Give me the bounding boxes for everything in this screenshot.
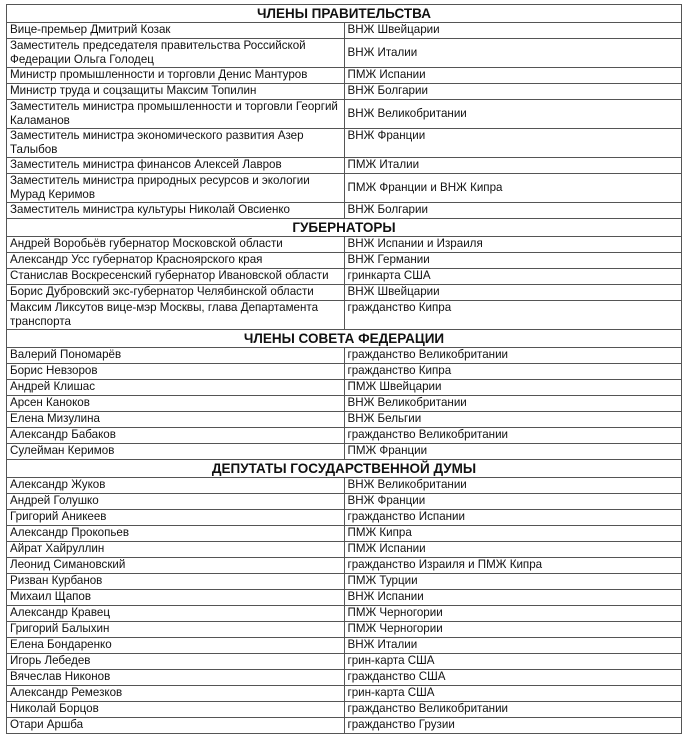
official-name-cell: Министр промышленности и торговли Денис Мантуров — [7, 68, 345, 84]
table-row — [7, 100, 682, 129]
table-row — [7, 686, 682, 702]
section-header — [7, 5, 682, 23]
table-row — [7, 574, 682, 590]
table-row — [7, 84, 682, 100]
table-body — [7, 5, 682, 734]
residency-status-cell: ПМЖ Испании — [344, 542, 682, 558]
section-title: ЧЛЕНЫ ПРАВИТЕЛЬСТВА — [7, 5, 682, 23]
residency-status-cell: ПМЖ Турции — [344, 574, 682, 590]
residency-status-cell: ВНЖ Великобритании — [344, 478, 682, 494]
official-name-cell: Александр Кравец — [7, 606, 345, 622]
section-header — [7, 460, 682, 478]
table-row — [7, 558, 682, 574]
table-row — [7, 622, 682, 638]
official-name-cell: Заместитель министра культуры Николай Овсиенко — [7, 203, 345, 219]
official-name-cell: Елена Мизулина — [7, 412, 345, 428]
table-row — [7, 269, 682, 285]
table-row — [7, 702, 682, 718]
residency-status-cell: гражданство Грузии — [344, 718, 682, 734]
residency-status-cell: ВНЖ Болгарии — [344, 84, 682, 100]
table-row — [7, 380, 682, 396]
residency-status-cell: ВНЖ Швейцарии — [344, 23, 682, 39]
official-name-cell: Александр Ремезков — [7, 686, 345, 702]
table-row — [7, 237, 682, 253]
official-name-cell: Заместитель министра финансов Алексей Лавров — [7, 158, 345, 174]
official-name-cell: Вячеслав Никонов — [7, 670, 345, 686]
table-row — [7, 203, 682, 219]
table-row — [7, 444, 682, 460]
section-title: ЧЛЕНЫ СОВЕТА ФЕДЕРАЦИИ — [7, 330, 682, 348]
official-name-cell: Министр труда и соцзащиты Максим Топилин — [7, 84, 345, 100]
official-name-cell: Николай Борцов — [7, 702, 345, 718]
table-row — [7, 654, 682, 670]
table-row — [7, 23, 682, 39]
table-row — [7, 478, 682, 494]
residency-status-cell: ВНЖ Испании — [344, 590, 682, 606]
residency-status-cell: ПМЖ Франции — [344, 444, 682, 460]
official-name-cell: Заместитель министра природных ресурсов и экологии Мурад Керимов — [7, 174, 345, 203]
table-row — [7, 510, 682, 526]
table-row — [7, 129, 682, 158]
official-name-cell: Арсен Каноков — [7, 396, 345, 412]
residency-status-cell: ВНЖ Италии — [344, 638, 682, 654]
residency-status-cell: гражданство Испании — [344, 510, 682, 526]
official-name-cell: Григорий Аникеев — [7, 510, 345, 526]
official-name-cell: Михаил Щапов — [7, 590, 345, 606]
residency-status-cell: гражданство США — [344, 670, 682, 686]
section-title: ГУБЕРНАТОРЫ — [7, 219, 682, 237]
table-row — [7, 253, 682, 269]
official-name-cell: Отари Аршба — [7, 718, 345, 734]
official-name-cell: Александр Бабаков — [7, 428, 345, 444]
residency-status-cell: ПМЖ Франции и ВНЖ Кипра — [344, 174, 682, 203]
official-name-cell: Леонид Симановский — [7, 558, 345, 574]
official-name-cell: Валерий Пономарёв — [7, 348, 345, 364]
residency-status-cell: ВНЖ Италии — [344, 39, 682, 68]
table-row — [7, 428, 682, 444]
residency-status-cell: гражданство Великобритании — [344, 702, 682, 718]
official-name-cell: Заместитель министра промышленности и торговли Георгий Каламанов — [7, 100, 345, 129]
residency-status-cell: ВНЖ Испании и Израиля — [344, 237, 682, 253]
official-name-cell: Заместитель председателя правительства Российской Федерации Ольга Голодец — [7, 39, 345, 68]
residency-status-cell: ПМЖ Швейцарии — [344, 380, 682, 396]
residency-status-cell: ВНЖ Германии — [344, 253, 682, 269]
table-row — [7, 542, 682, 558]
table-row — [7, 158, 682, 174]
official-name-cell: Андрей Клишас — [7, 380, 345, 396]
residency-status-cell: ВНЖ Бельгии — [344, 412, 682, 428]
residency-status-cell: гражданство Великобритании — [344, 428, 682, 444]
table-row — [7, 638, 682, 654]
official-name-cell: Борис Невзоров — [7, 364, 345, 380]
official-name-cell: Ризван Курбанов — [7, 574, 345, 590]
table-row — [7, 68, 682, 84]
residency-status-cell: ВНЖ Франции — [344, 129, 682, 158]
residency-status-cell: ПМЖ Испании — [344, 68, 682, 84]
official-name-cell: Александр Усс губернатор Красноярского края — [7, 253, 345, 269]
table-row — [7, 364, 682, 380]
residency-status-cell: гражданство Кипра — [344, 364, 682, 380]
residency-status-cell: ВНЖ Великобритании — [344, 396, 682, 412]
officials-residency-table — [6, 4, 682, 734]
table-row — [7, 301, 682, 330]
residency-status-cell: грин-карта США — [344, 654, 682, 670]
official-name-cell: Игорь Лебедев — [7, 654, 345, 670]
residency-status-cell: гринкарта США — [344, 269, 682, 285]
official-name-cell: Борис Дубровский экс-губернатор Челябинской области — [7, 285, 345, 301]
table-row — [7, 670, 682, 686]
residency-status-cell: ВНЖ Франции — [344, 494, 682, 510]
official-name-cell: Максим Ликсутов вице-мэр Москвы, глава Департамента транспорта — [7, 301, 345, 330]
residency-status-cell: ВНЖ Болгарии — [344, 203, 682, 219]
official-name-cell: Айрат Хайруллин — [7, 542, 345, 558]
table-row — [7, 590, 682, 606]
table-row — [7, 526, 682, 542]
official-name-cell: Александр Прокопьев — [7, 526, 345, 542]
official-name-cell: Андрей Голушко — [7, 494, 345, 510]
official-name-cell: Заместитель министра экономического развития Азер Талыбов — [7, 129, 345, 158]
official-name-cell: Александр Жуков — [7, 478, 345, 494]
official-name-cell: Андрей Воробьёв губернатор Московской области — [7, 237, 345, 253]
official-name-cell: Вице-премьер Дмитрий Козак — [7, 23, 345, 39]
table-row — [7, 396, 682, 412]
table-row — [7, 412, 682, 428]
section-header — [7, 330, 682, 348]
residency-status-cell: гражданство Израиля и ПМЖ Кипра — [344, 558, 682, 574]
residency-status-cell: ПМЖ Черногории — [344, 622, 682, 638]
residency-status-cell: ПМЖ Черногории — [344, 606, 682, 622]
official-name-cell: Григорий Балыхин — [7, 622, 345, 638]
table-row — [7, 606, 682, 622]
residency-status-cell: гражданство Великобритании — [344, 348, 682, 364]
table-row — [7, 39, 682, 68]
residency-status-cell: ВНЖ Швейцарии — [344, 285, 682, 301]
table-row — [7, 494, 682, 510]
residency-status-cell: гражданство Кипра — [344, 301, 682, 330]
table-row — [7, 348, 682, 364]
official-name-cell: Станислав Воскресенский губернатор Ивановской области — [7, 269, 345, 285]
residency-status-cell: ПМЖ Италии — [344, 158, 682, 174]
section-header — [7, 219, 682, 237]
residency-status-cell: ПМЖ Кипра — [344, 526, 682, 542]
table-row — [7, 285, 682, 301]
table-row — [7, 718, 682, 734]
official-name-cell: Елена Бондаренко — [7, 638, 345, 654]
table-row — [7, 174, 682, 203]
section-title: ДЕПУТАТЫ ГОСУДАРСТВЕННОЙ ДУМЫ — [7, 460, 682, 478]
residency-status-cell: ВНЖ Великобритании — [344, 100, 682, 129]
official-name-cell: Сулейман Керимов — [7, 444, 345, 460]
residency-status-cell: грин-карта США — [344, 686, 682, 702]
